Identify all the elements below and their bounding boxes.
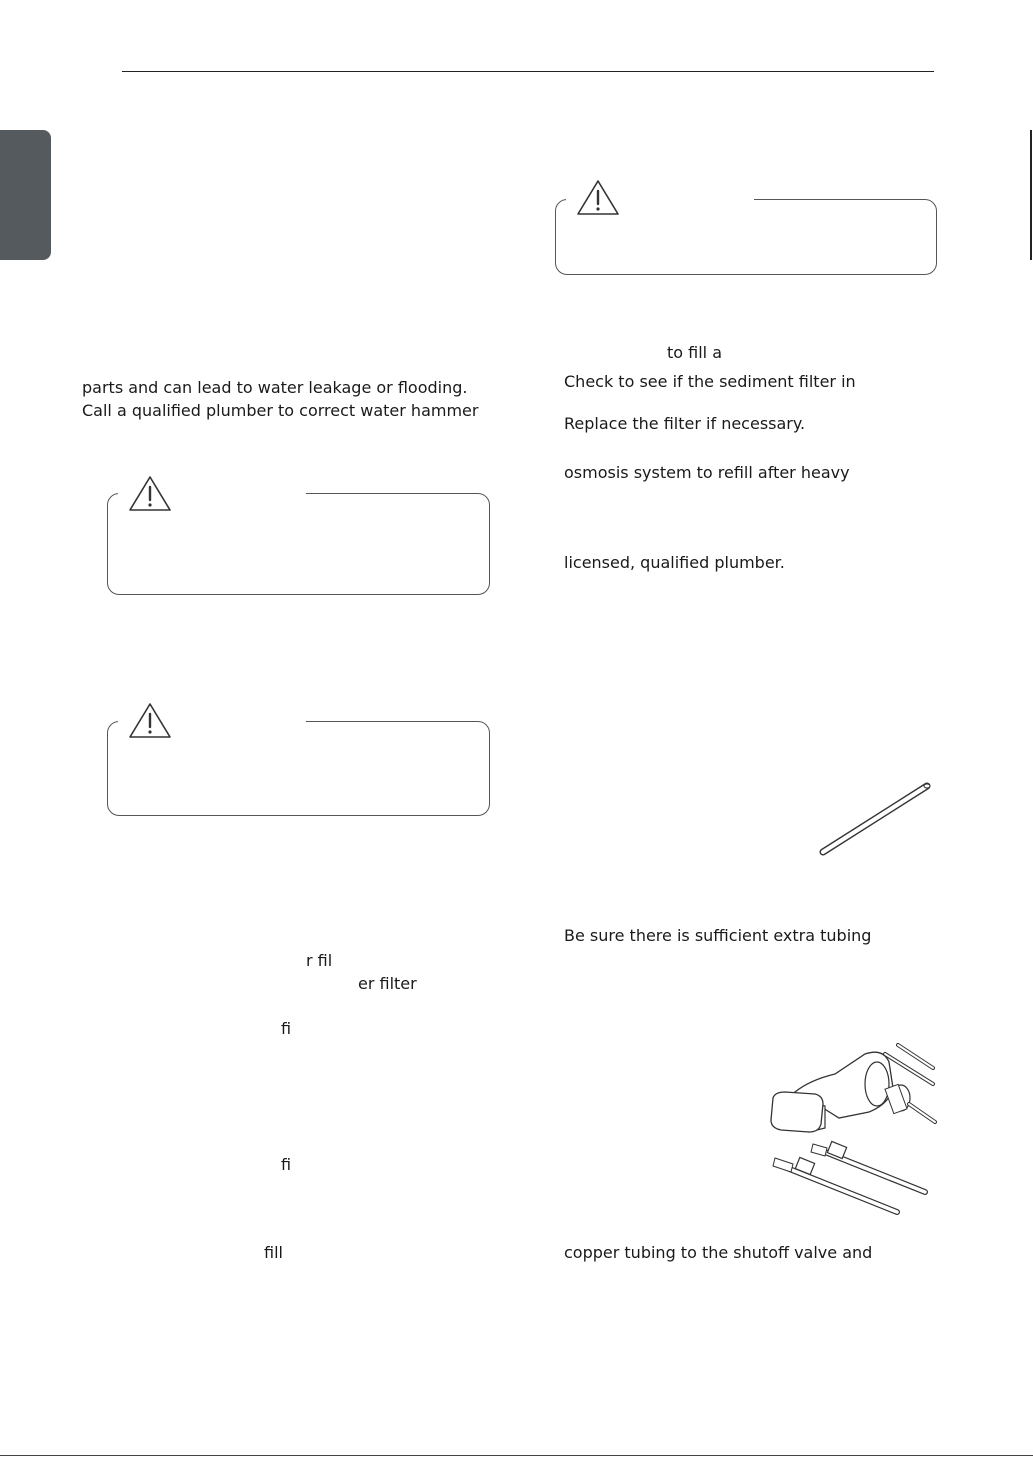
osmosis-text: osmosis system to refill after heavy: [564, 463, 850, 482]
filter-fragment-1: r fil: [306, 951, 333, 970]
header-rule: [122, 71, 934, 72]
fill-fragment: fill: [264, 1243, 283, 1262]
licensed-plumber-text: licensed, qualified plumber.: [564, 553, 785, 572]
caution-triangle-icon: [128, 702, 172, 738]
fi-fragment-2: fi: [281, 1155, 292, 1174]
copper-tubing-text: copper tubing to the shutoff valve and: [564, 1243, 873, 1262]
drill-and-fittings-illustration: [765, 1040, 940, 1220]
water-hammer-text-1: parts and can lead to water leakage or flooding.: [82, 378, 468, 397]
extra-tubing-text: Be sure there is sufficient extra tubing: [564, 926, 872, 945]
caution-triangle-icon: [576, 179, 620, 215]
to-fill-text: to fill a: [667, 343, 723, 362]
copper-tube-illustration: [815, 780, 935, 860]
water-hammer-text-2: Call a qualified plumber to correct water hammer: [82, 401, 479, 420]
caution-triangle-icon: [128, 475, 172, 511]
language-tab: [0, 130, 51, 260]
filter-fragment-2: er filter: [358, 974, 417, 993]
replace-filter-text: Replace the filter if necessary.: [564, 414, 806, 433]
check-sediment-text: Check to see if the sediment filter in: [564, 372, 856, 391]
fi-fragment-1: fi: [281, 1019, 292, 1038]
footer-rule: [0, 1455, 1033, 1456]
edge-mark: [1030, 130, 1032, 260]
